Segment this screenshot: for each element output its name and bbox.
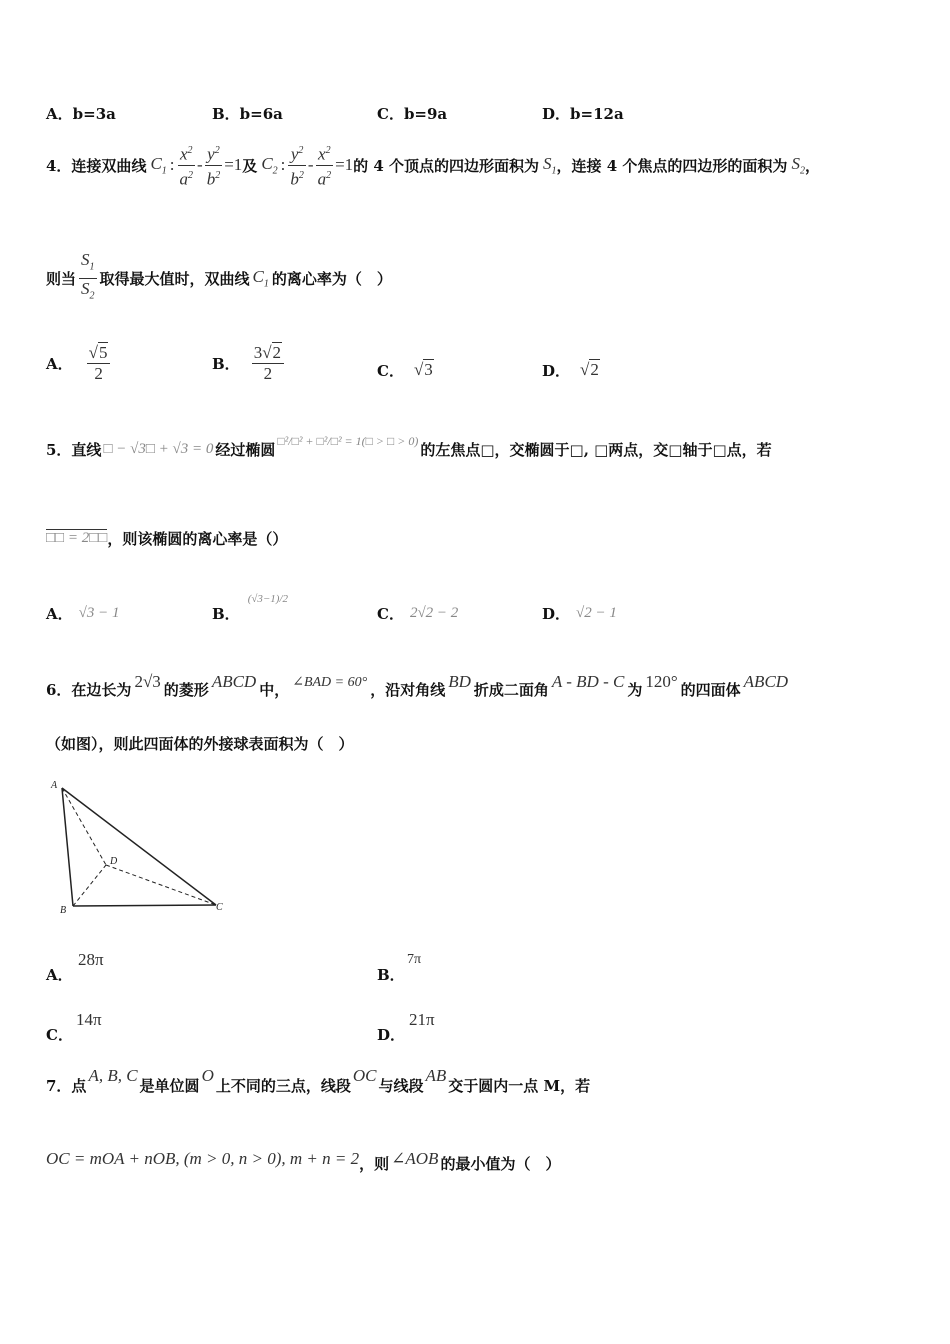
q5-line2	[46, 525, 287, 551]
edge-ab	[62, 788, 73, 906]
q6-degree: 120°	[645, 672, 678, 691]
q6-line1: 6．在边长为 2√3 的菱形 ABCD 中， ∠BAD = 60° ，沿对角线 BD 折成二面角 A - BD - C 为 120° 的四面体 ABCD	[46, 672, 789, 699]
edge-bd	[73, 865, 106, 906]
q6-bd: BD	[448, 672, 471, 691]
q6-tetrahedron-figure	[44, 776, 244, 918]
q6-abcd2: ABCD	[743, 672, 789, 691]
q4-line2	[46, 248, 392, 308]
q5-option-c: C． 2√2 − 2	[377, 604, 459, 623]
q6-side: 2√3	[134, 672, 161, 691]
q4-eccentricity-text: 的离心率为（ ）	[271, 269, 392, 288]
q4-option-a: A． $\frac{√5}{2}$	[46, 338, 110, 388]
q6-angle: ∠BAD = 60°	[292, 674, 368, 690]
q4-s1: $S_1$	[543, 153, 557, 177]
q4-frac-y2b2: $\frac{y^2}{b^2}$	[205, 141, 223, 189]
q5-option-b: B． (√3−1)/2	[212, 593, 289, 623]
q5-option-d: D． √2 − 1	[542, 604, 617, 623]
q7-ab: AB	[425, 1066, 447, 1085]
q7-number: 7．点	[46, 1076, 87, 1095]
edge-bc	[73, 905, 216, 906]
q5-text1: 的左焦点□，交椭圆于□, □两点，交□轴于□点，若	[420, 440, 772, 459]
q5-vector-equation: □□ = 2□□	[46, 530, 108, 546]
label-a: A	[51, 780, 58, 791]
q7-oc: OC	[352, 1066, 377, 1085]
q4-frac-x2a2: $\frac{x^2}{a^2}$	[178, 141, 196, 189]
label-b: B	[60, 905, 67, 916]
q4-and: 及	[242, 156, 258, 175]
edge-dc	[106, 865, 216, 905]
q6-line2: （如图），则此四面体的外接球表面积为（ ）	[46, 735, 354, 753]
q7-abc: A, B, C	[88, 1066, 138, 1085]
q3-option-a: A．b=3a	[46, 105, 116, 123]
q4-when: 则当	[46, 269, 77, 288]
q4-text2: ，连接 4 个焦点的四边形的面积为	[556, 156, 788, 175]
q5-text2: ，则该椭圆的离心率是（）	[107, 529, 288, 548]
q7-line1: 7．点 A, B, C 是单位圆 O 上不同的三点，线段 OC 与线段 AB 交于圆内一点 M，若	[46, 1066, 591, 1095]
q4-s2: $S_2$	[791, 153, 805, 177]
q5-passes: 经过椭圆	[215, 440, 276, 459]
q3-option-c: C．b=9a	[377, 105, 448, 123]
q3-option-d: D．b=12a	[542, 105, 624, 123]
edge-ac	[62, 788, 216, 905]
q4-frac-y2b2-2: $\frac{y^2}{b^2}$	[288, 141, 306, 189]
label-d: D	[110, 856, 118, 867]
q7-line2: OC = mOA + nOB, (m > 0, n > 0), m + n = 2 ，则 ∠AOB 的最小值为（ ）	[46, 1149, 561, 1173]
q4-text1: 的 4 个顶点的四边形面积为	[353, 156, 540, 175]
q6-abcd: ABCD	[211, 672, 257, 691]
q4-comma: ，	[804, 156, 820, 175]
q4-c1-again: $C_1$	[252, 266, 269, 290]
q5-line-equation: □ − √3□ + √3 = 0	[103, 440, 214, 457]
q5-ellipse-equation: □²/□² + □²/□² = 1(□ > □ > 0)	[277, 433, 419, 448]
q5-number: 5．直线	[46, 440, 102, 459]
q6-number: 6．在边长为	[46, 680, 132, 699]
q4-line1: 4．连接双曲线 $C_1$ : $\frac{x^2}{a^2}$ - $\frac{y^2}{b^2}$ =1 及 $C_2$ : $\frac{y^2}{b^2}$ - $\frac{x^2}{a^2}$ =1 的 4 个顶点的四边形面积为 $S_1$ ，连接 4 个焦点的四边形的面积为 $S_2$ ，	[46, 140, 820, 190]
q4-max-text: 取得最大值时，双曲线	[99, 269, 250, 288]
q4-number: 4．连接双曲线	[46, 156, 147, 175]
q4-frac-x2a2-2: $\frac{x^2}{a^2}$	[316, 141, 334, 189]
q3-option-b: B．b=6a	[212, 105, 283, 123]
q4-option-b: B． $\frac{3√2}{2}$	[212, 335, 284, 391]
q4-option-c: C． √3	[377, 360, 433, 380]
q7-vector-equation: OC = mOA + nOB, (m > 0, n > 0), m + n = 2	[46, 1149, 360, 1168]
q4-c1: $C_1$	[150, 153, 167, 177]
label-c: C	[216, 902, 223, 913]
q5-line1	[46, 424, 772, 474]
q4-frac-s1s2: $\frac{S_1}{S_2}$	[81, 250, 95, 301]
q4-option-d: D． √2	[542, 360, 599, 380]
q7-o: O	[201, 1066, 214, 1085]
q4-c2: $C_2$	[261, 153, 278, 177]
q7-angle: ∠AOB	[391, 1149, 439, 1168]
q5-option-a: A． √3 − 1	[46, 604, 120, 623]
q6-dihedral: A - BD - C	[551, 672, 625, 691]
